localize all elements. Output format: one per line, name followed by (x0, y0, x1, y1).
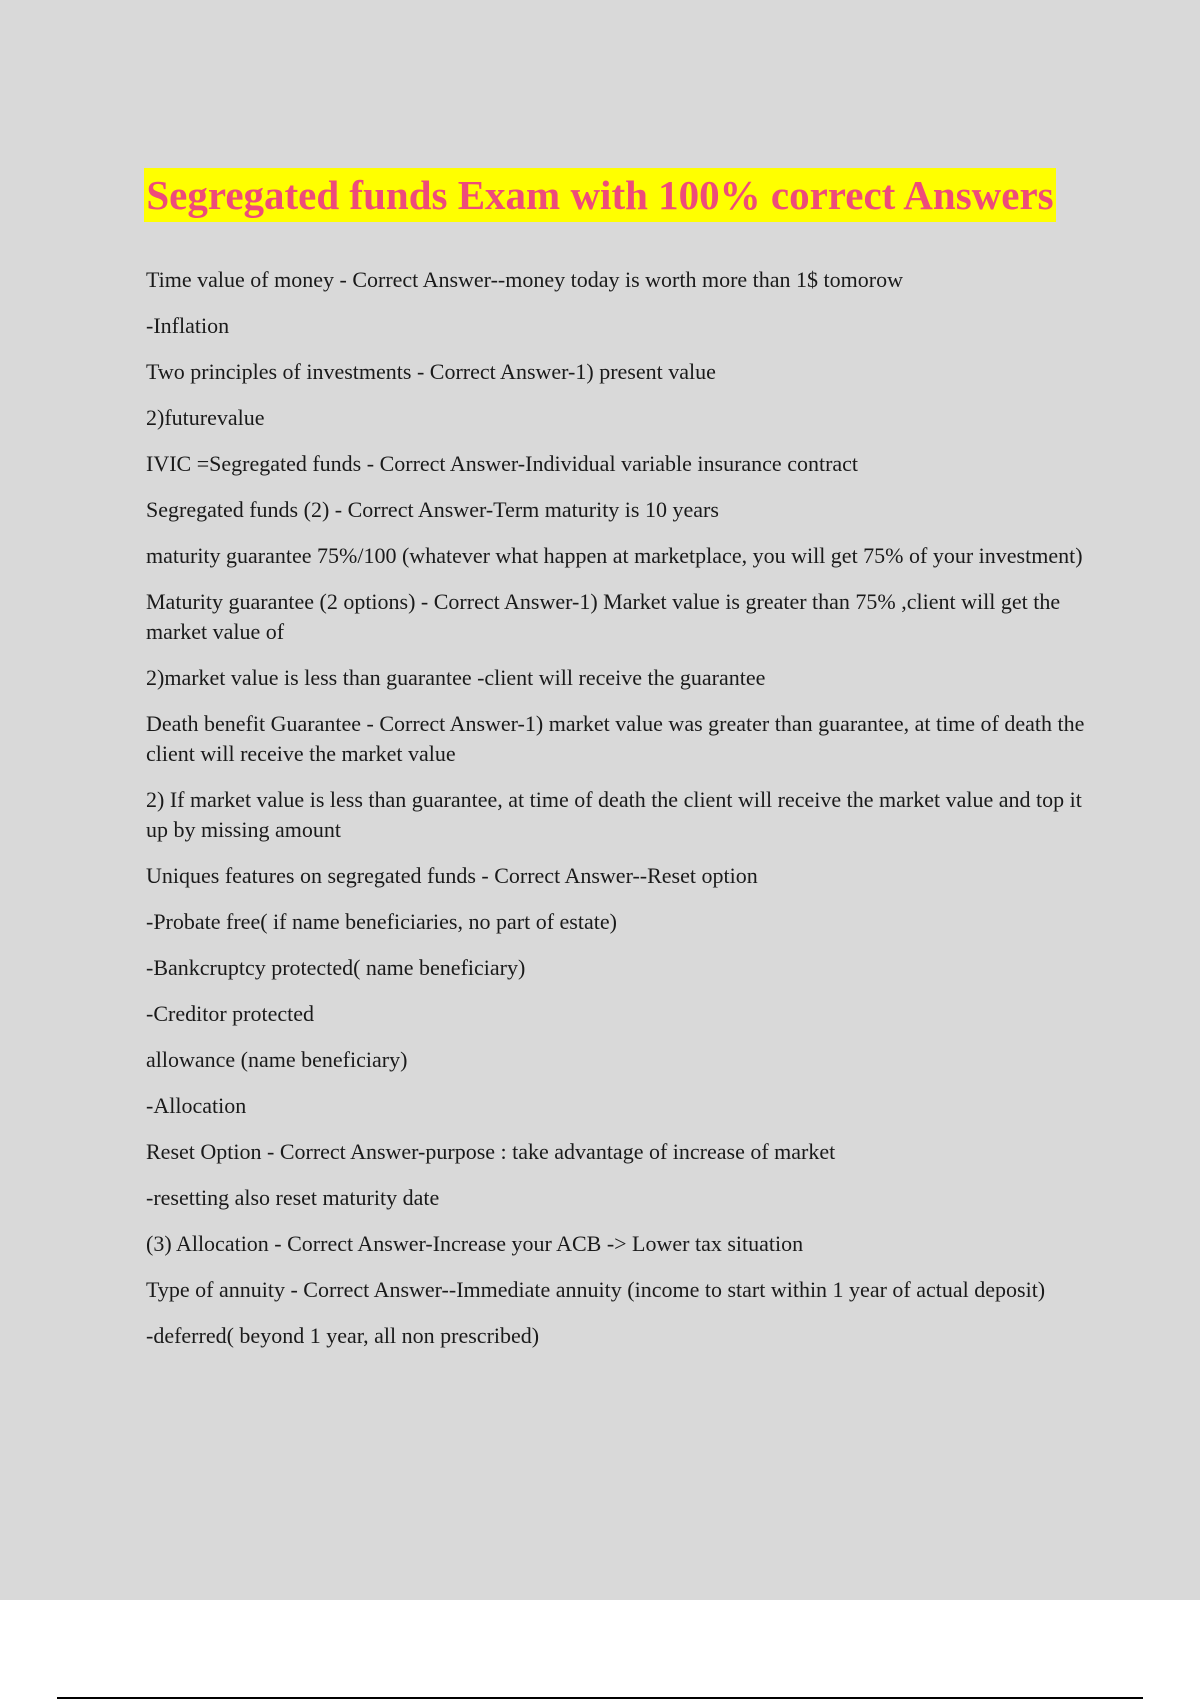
title-block (0, 168, 1200, 222)
qa-line: Time value of money - Correct Answer--money today is worth more than 1$ tomorow (146, 267, 903, 292)
qa-list (146, 265, 1096, 1367)
qa-line: -Creditor protected (146, 1001, 314, 1026)
qa-line: Death benefit Guarantee - Correct Answer-1) market value was greater than guarantee, at time of death the client will receive the market value (146, 711, 1085, 766)
qa-line: Segregated funds (2) - Correct Answer-Term maturity is 10 years (146, 497, 719, 522)
qa-line: maturity guarantee 75%/100 (whatever what happen at marketplace, you will get 75% of your investment) (146, 543, 1083, 568)
qa-line: Maturity guarantee (2 options) - Correct Answer-1) Market value is greater than 75% ,client will get the market value of (146, 589, 1061, 644)
document-title: Segregated funds Exam with 100% correct Answers (144, 168, 1055, 222)
qa-line: Reset Option - Correct Answer-purpose : take advantage of increase of market (146, 1139, 836, 1164)
qa-line: -Inflation (146, 313, 230, 338)
qa-line: allowance (name beneficiary) (146, 1047, 408, 1072)
qa-line: -Allocation (146, 1093, 247, 1118)
qa-line: Type of annuity - Correct Answer--Immediate annuity (income to start within 1 year of actual deposit) (146, 1277, 1046, 1302)
qa-line: IVIC =Segregated funds - Correct Answer-Individual variable insurance contract (146, 451, 859, 476)
qa-line: 2) If market value is less than guarantee, at time of death the client will receive the market value and top it up by missing amount (146, 787, 1082, 842)
qa-line: (3) Allocation - Correct Answer-Increase your ACB -> Lower tax situation (146, 1231, 804, 1256)
qa-line: -deferred( beyond 1 year, all non prescribed) (146, 1323, 540, 1348)
qa-line: -Probate free( if name beneficiaries, no part of estate) (146, 909, 617, 934)
footer-divider (57, 1697, 1143, 1699)
qa-line: 2)futurevalue (146, 405, 265, 430)
qa-line: Uniques features on segregated funds - Correct Answer--Reset option (146, 863, 758, 888)
qa-line: Two principles of investments - Correct Answer-1) present value (146, 359, 716, 384)
qa-line: -resetting also reset maturity date (146, 1185, 440, 1210)
qa-line: 2)market value is less than guarantee -client will receive the guarantee (146, 665, 766, 690)
qa-line: -Bankcruptcy protected( name beneficiary) (146, 955, 526, 980)
